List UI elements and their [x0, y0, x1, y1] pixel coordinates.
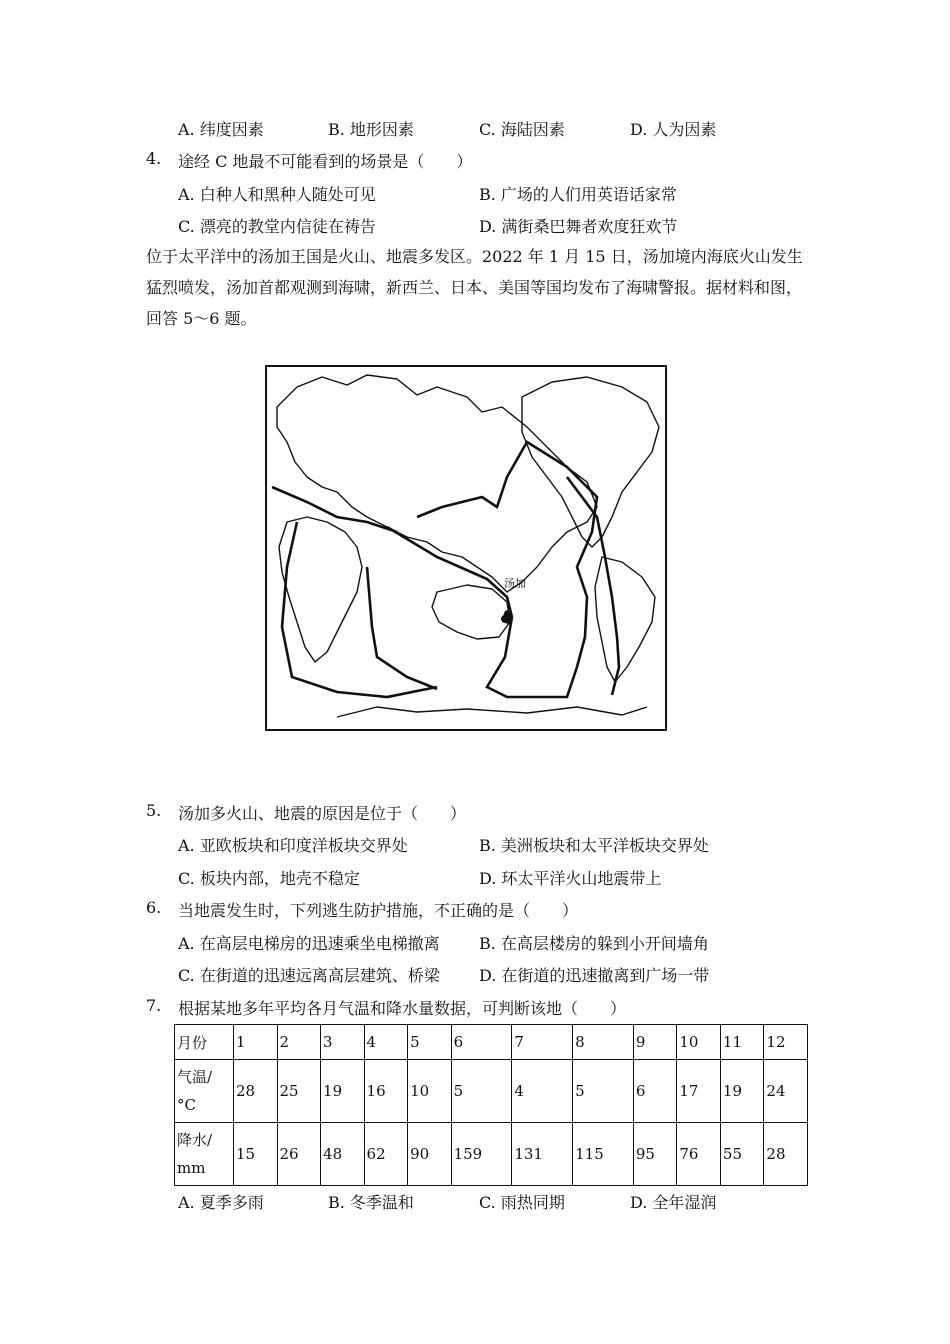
q3-option-a: A. 纬度因素 [178, 120, 264, 139]
q6-number: 6. [146, 898, 162, 917]
month-cell: 7 [512, 1025, 573, 1060]
temp-cell: 6 [633, 1060, 677, 1123]
month-cell: 6 [451, 1025, 512, 1060]
indian-plate-boundary [367, 567, 437, 689]
row-label-temperature-line1: 气温/ [177, 1068, 213, 1086]
row-label-precipitation [175, 1123, 234, 1186]
q7-option-d: D. 全年湿润 [630, 1193, 717, 1212]
q5-option-c: C. 板块内部，地壳不稳定 [178, 869, 360, 888]
month-cell: 3 [321, 1025, 365, 1060]
month-cell: 9 [633, 1025, 677, 1060]
map-svg [267, 367, 664, 728]
climate-data-table [174, 1024, 808, 1186]
q5-option-a: A. 亚欧板块和印度洋板块交界处 [178, 836, 408, 855]
precip-cell: 115 [573, 1123, 634, 1186]
precip-cell: 90 [408, 1123, 452, 1186]
q4-option-c: C. 漂亮的教堂内信徒在祷告 [178, 217, 376, 236]
q3-option-d: D. 人为因素 [630, 120, 717, 139]
q7-option-a: A. 夏季多雨 [178, 1193, 264, 1212]
q6-option-c: C. 在街道的迅速远离高层建筑、桥梁 [178, 966, 440, 985]
q4-option-d: D. 满街桑巴舞者欢度狂欢节 [479, 217, 678, 236]
temp-cell: 19 [720, 1060, 764, 1123]
q3-option-b: B. 地形因素 [328, 120, 414, 139]
row-label-temperature [175, 1060, 234, 1123]
material-paragraph: 位于太平洋中的汤加王国是火山、地震多发区。2022 年 1 月 15 日，汤加境内海底火山发生猛烈喷发，汤加首都观测到海啸，新西兰、日本、美国等国均发布了海啸警报。据材料和图，回答 5～6 题。 [146, 247, 803, 328]
table-row-temperature [175, 1060, 808, 1123]
month-cell: 5 [408, 1025, 452, 1060]
month-cell: 8 [573, 1025, 634, 1060]
australia-outline [432, 585, 510, 639]
q5-number: 5. [146, 801, 162, 820]
precip-cell: 15 [234, 1123, 278, 1186]
precip-cell: 26 [277, 1123, 321, 1186]
map-label-tonga: 汤加 [504, 577, 526, 590]
q5-option-d: D. 环太平洋火山地震带上 [479, 869, 662, 888]
precip-cell: 159 [451, 1123, 512, 1186]
month-cell: 1 [234, 1025, 278, 1060]
temp-cell: 10 [408, 1060, 452, 1123]
month-cell: 12 [764, 1025, 808, 1060]
month-cell: 2 [277, 1025, 321, 1060]
antarctica-outline [337, 707, 647, 717]
q7-option-b: B. 冬季温和 [328, 1193, 414, 1212]
precip-cell: 76 [677, 1123, 721, 1186]
temp-cell: 25 [277, 1060, 321, 1123]
temp-cell: 5 [573, 1060, 634, 1123]
precip-cell: 28 [764, 1123, 808, 1186]
precip-cell: 131 [512, 1123, 573, 1186]
row-label-precipitation-line1: 降水/ [177, 1131, 213, 1149]
q6-option-b: B. 在高层楼房的躲到小开间墙角 [479, 934, 709, 953]
eurasia-outline [277, 375, 597, 592]
table-row-precipitation [175, 1123, 808, 1186]
q6-option-a: A. 在高层电梯房的迅速乘坐电梯撤离 [178, 934, 440, 953]
precip-cell: 48 [321, 1123, 365, 1186]
temp-cell: 5 [451, 1060, 512, 1123]
temp-cell: 19 [321, 1060, 365, 1123]
month-cell: 10 [677, 1025, 721, 1060]
q7-stem: 根据某地多年平均各月气温和降水量数据，可判断该地（ ） [178, 999, 627, 1018]
month-cell: 11 [720, 1025, 764, 1060]
precip-cell: 55 [720, 1123, 764, 1186]
q4-option-b: B. 广场的人们用英语话家常 [479, 185, 677, 204]
q4-stem: 途经 C 地最不可能看到的场景是（ ） [178, 152, 473, 171]
temp-cell: 28 [234, 1060, 278, 1123]
row-label-precipitation-line2: mm [177, 1159, 206, 1177]
american-plate-boundary [567, 477, 619, 695]
south-america-outline [595, 557, 655, 682]
q7-option-c: C. 雨热同期 [479, 1193, 565, 1212]
q4-option-a: A. 白种人和黑种人随处可见 [178, 185, 376, 204]
row-label-month: 月份 [175, 1025, 234, 1060]
precip-cell: 95 [633, 1123, 677, 1186]
temp-cell: 24 [764, 1060, 808, 1123]
q4-number: 4. [146, 149, 162, 168]
pacific-plate-boundary [387, 442, 597, 697]
q3-option-c: C. 海陆因素 [479, 120, 565, 139]
african-plate-boundary [282, 522, 437, 697]
precip-cell: 62 [364, 1123, 408, 1186]
eurasian-plate-boundary [272, 487, 397, 532]
month-cell: 4 [364, 1025, 408, 1060]
table-row-month [175, 1025, 808, 1060]
africa-outline [279, 517, 362, 662]
q6-stem: 当地震发生时，下列逃生防护措施，不正确的是（ ） [178, 901, 579, 920]
q6-option-d: D. 在街道的迅速撤离到广场一带 [479, 966, 710, 985]
temp-cell: 17 [677, 1060, 721, 1123]
world-plate-map [265, 365, 667, 731]
temp-cell: 4 [512, 1060, 573, 1123]
q5-stem: 汤加多火山、地震的原因是位于（ ） [178, 804, 467, 823]
row-label-temperature-line2: °C [177, 1096, 196, 1114]
temp-cell: 16 [364, 1060, 408, 1123]
north-america-outline [522, 377, 659, 547]
q5-option-b: B. 美洲板块和太平洋板块交界处 [479, 836, 709, 855]
tonga-location-dot [501, 615, 509, 623]
q7-number: 7. [146, 996, 162, 1015]
